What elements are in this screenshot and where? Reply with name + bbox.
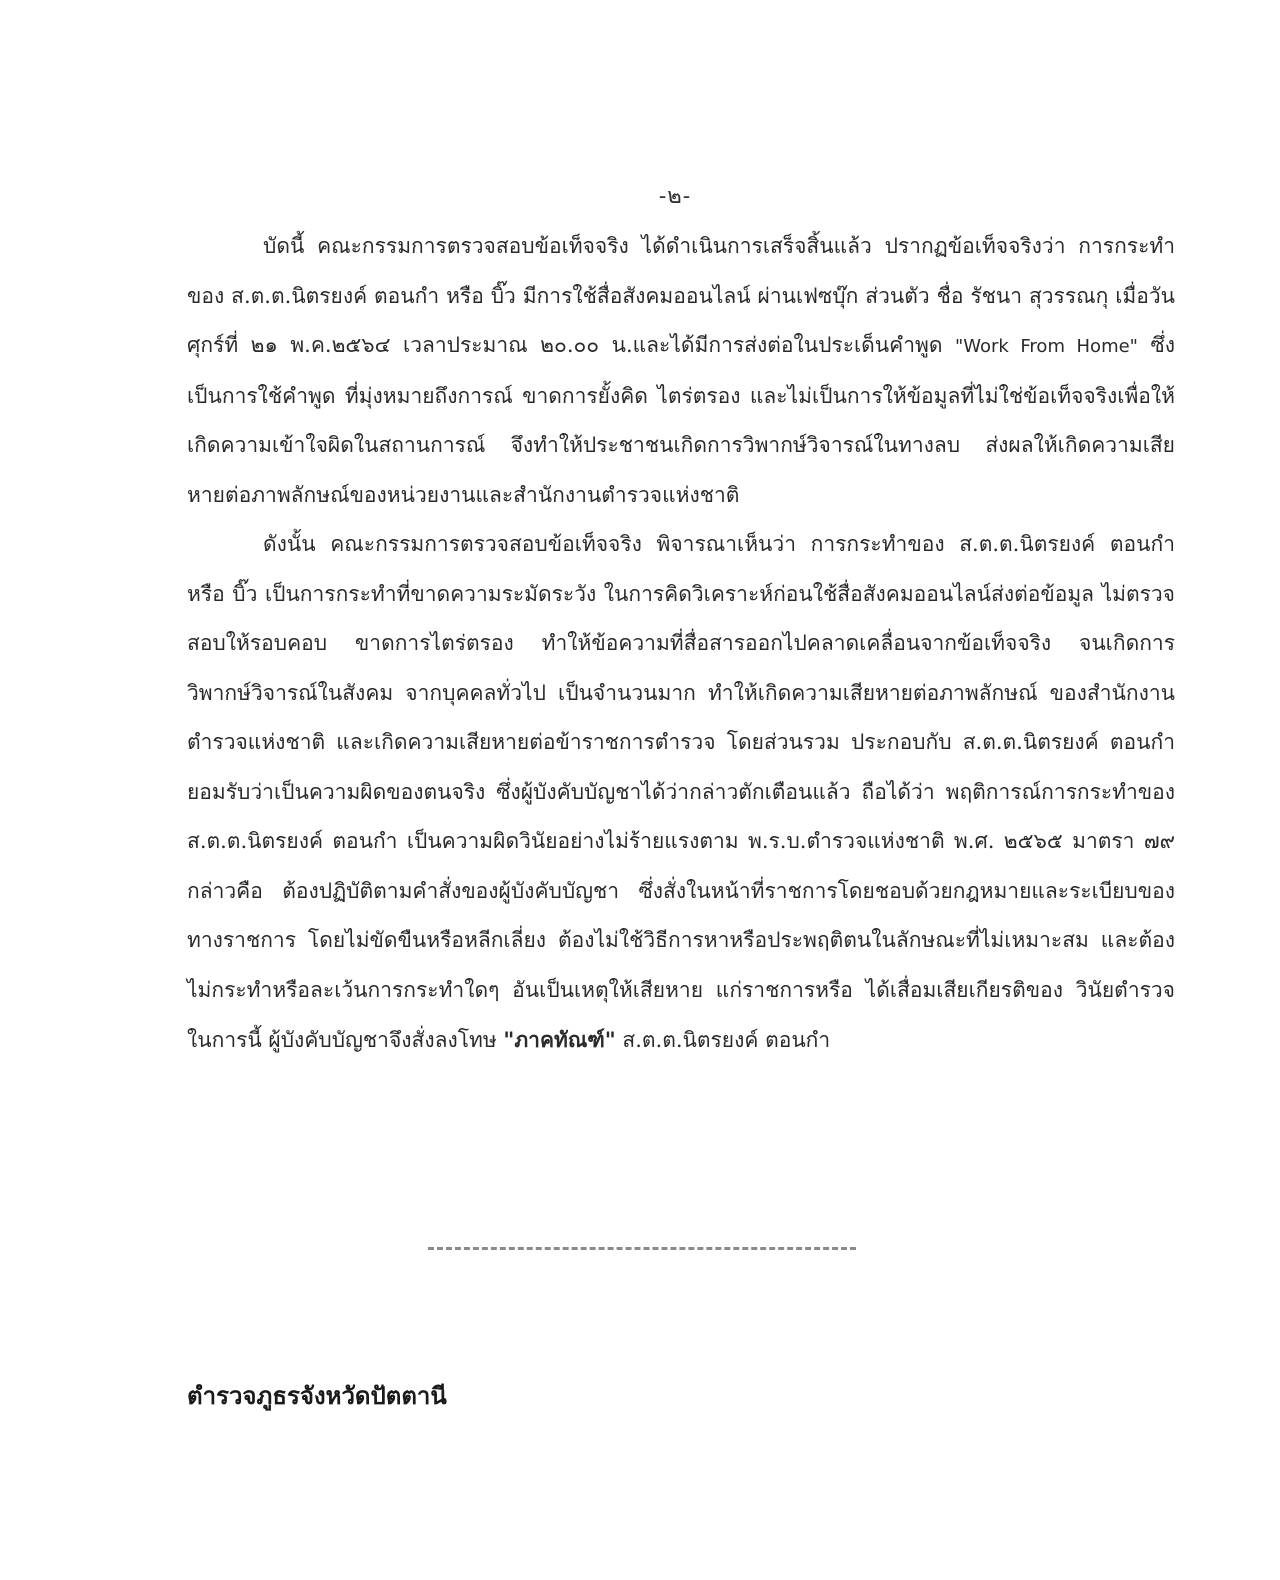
paragraph-conclusion-text-1: ดังนั้น คณะกรรมการตรวจสอบข้อเท็จจริง พิจารณาเห็นว่า การกระทำของ ส.ต.ต.นิตรยงค์ ตอนกำ หรือ บิ๊ว เป็นการกระทำที่ขาดความระมัดระวัง ในการคิดวิเคราะห์ก่อนใช้สื่อสังคมออนไลน์ส่งต่อข้อมูล ไม่ตรวจสอบให้รอบคอบ ขาดการไตร่ตรอง ทำให้ข้อความที่สื่อสารออกไปคลาดเคลื่อนจากข้อเท็จจริง จนเกิดการวิพากษ์วิจารณ์ในสังคม จากบุคคลทั่วไป เป็นจำนวนมาก ทำให้เกิดความเสียหายต่อภาพลักษณ์ ของสำนักงานตำรวจแห่งชาติ และเกิดความเสียหายต่อข้าราชการตำรวจ โดยส่วนรวม ประกอบกับ ส.ต.ต.นิตรยงค์ ตอนกำ ยอมรับว่าเป็นความผิดของตนจริง ซึ่งผู้บังคับบัญชาได้ว่ากล่าวตักเตือนแล้ว ถือได้ว่า พฤติการณ์การกระทำของ ส.ต.ต.นิตรยงค์ ตอนกำ เป็นความผิดวินัยอย่างไม่ร้ายแรงตาม พ.ร.บ.ตำรวจแห่งชาติ พ.ศ. ๒๕๖๕ มาตรา ๗๙ กล่าวคือ ต้องปฏิบัติตามคำสั่งของผู้บังคับบัญชา ซึ่งสั่งในหน้าที่ราชการโดยชอบด้วยกฎหมายและระเบียบของทางราชการ โดยไม่ขัดขืนหรือหลีกเลี่ยง ต้องไม่ใช้วิธีการหาหรือประพฤติตนในลักษณะที่ไม่เหมาะสม และต้องไม่กระทำหรือละเว้นการกระทำใดๆ อันเป็นเหตุให้เสียหาย แก่ราชการหรือ ได้เสื่อมเสียเกียรติของ วินัยตำรวจ ในการนี้ ผู้บังคับบัญชาจึงสั่งลงโทษ — [187, 532, 1175, 1052]
issuing-office: ตำรวจภูธรจังหวัดปัตตานี — [187, 1381, 447, 1410]
paragraph-findings — [187, 222, 1175, 520]
paragraph-conclusion-text-2: ส.ต.ต.นิตรยงค์ ตอนกำ — [622, 1028, 831, 1052]
paragraph-conclusion — [187, 520, 1175, 1066]
paragraph-findings-text-1: บัดนี้ คณะกรรมการตรวจสอบข้อเท็จจริง ได้ดำเนินการเสร็จสิ้นแล้ว ปรากฏข้อเท็จจริงว่า การกระทำของ ส.ต.ต.นิตรยงค์ ตอนกำ หรือ บิ๊ว มีการใช้สื่อสังคมออนไลน์ ผ่านเฟซบุ๊ก ส่วนตัว ชื่อ รัชนา สุวรรณกุ เมื่อวันศุกร์ที่ ๒๑ พ.ค.๒๕๖๔ เวลาประมาณ ๒๐.๐๐ น.และได้มีการส่งต่อในประเด็นคำพูด — [187, 234, 1175, 357]
section-divider — [428, 1247, 856, 1250]
quoted-phrase: "Work From Home" — [954, 336, 1138, 357]
penalty-term: "ภาคทัณฑ์" — [503, 1027, 616, 1052]
paragraph-findings-text-2: ซึ่งเป็นการใช้คำพูด ที่มุ่งหมายถึงการณ์ ขาดการยั้งคิด ไตร่ตรอง และไม่เป็นการให้ข้อมูลที่ไม่ใช่ข้อเท็จจริงเพื่อให้เกิดความเข้าใจผิดในสถานการณ์ จึงทำให้ประชาชนเกิดการวิพากษ์วิจารณ์ในทางลบ ส่งผลให้เกิดความเสียหายต่อภาพลักษณ์ของหน่วยงานและสำนักงานตำรวจแห่งชาติ — [187, 333, 1175, 507]
page-number: -๒- — [658, 184, 692, 209]
document-body — [187, 222, 1175, 1066]
